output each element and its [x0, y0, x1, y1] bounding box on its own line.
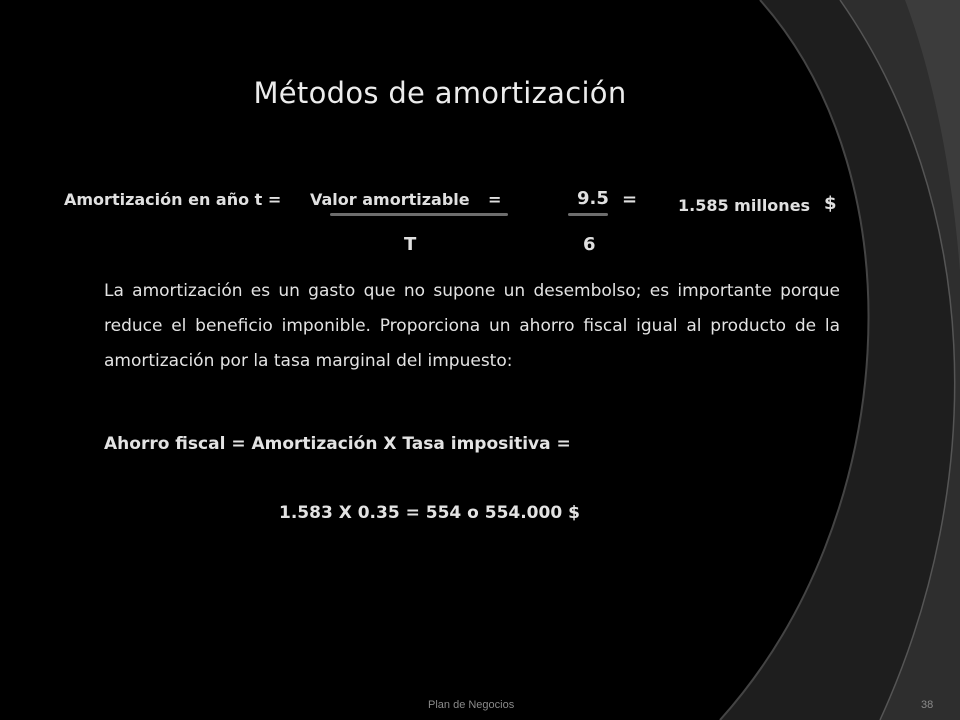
equation-label: Amortización en año t =: [64, 190, 282, 209]
equation-equals-1: =: [488, 190, 502, 209]
equation-denominator-right: 6: [583, 234, 596, 255]
fraction-bar-right: [568, 213, 608, 216]
equation-numerator-left: Valor amortizable: [310, 190, 470, 209]
equation-numerator-right: 9.5: [577, 188, 609, 209]
fraction-bar-left: [330, 213, 508, 216]
equation-result: 1.585 millones: [678, 196, 811, 215]
page-number: 38: [921, 699, 934, 711]
explanation-paragraph: La amortización es un gasto que no supone un desembolso; es importante porque reduce el beneficio imponible. Proporciona un ahorro fiscal igual al producto de la amortización por la tasa marginal del impuesto:: [104, 281, 840, 371]
slide-title: Métodos de amortización: [253, 76, 627, 110]
tax-savings-calculation: 1.583 X 0.35 = 554 o 554.000 $: [279, 503, 580, 523]
equation-equals-2: =: [622, 189, 638, 210]
equation-denominator-left: T: [404, 234, 417, 255]
footer-title: Plan de Negocios: [428, 699, 515, 711]
tax-savings-formula: Ahorro fiscal = Amortización X Tasa impositiva =: [104, 434, 571, 454]
equation-currency: $: [824, 193, 837, 214]
